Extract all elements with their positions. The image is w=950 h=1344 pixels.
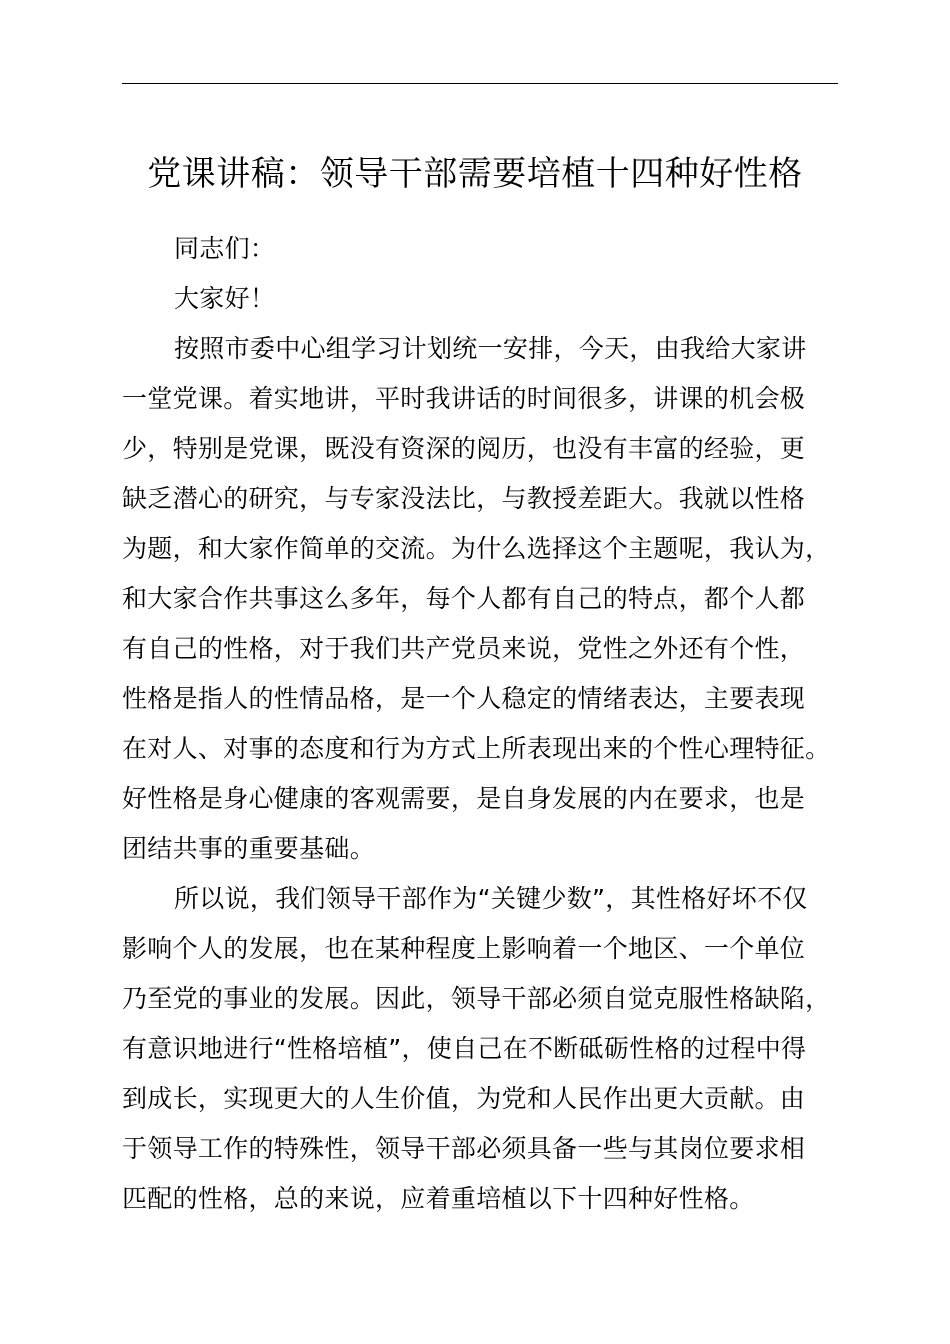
paragraph-line: 有意识地进行“性格培植”，使自己在不断砥砺性格的过程中得 xyxy=(122,1034,807,1063)
paragraph-line: 缺乏潜心的研究，与专家没法比，与教授差距大。我就以性格 xyxy=(122,484,806,513)
paragraph-line: 乃至党的事业的发展。因此，领导干部必须自觉克服性格缺陷， xyxy=(122,984,831,1013)
paragraph-line: 影响个人的发展，也在某种程度上影响着一个地区、一个单位 xyxy=(122,934,806,963)
paragraph-line: 团结共事的重要基础。 xyxy=(122,834,376,863)
paragraph-line: 好性格是身心健康的客观需要，是自身发展的内在要求，也是 xyxy=(122,784,806,813)
paragraph-line: 按照市委中心组学习计划统一安排，今天，由我给大家讲 xyxy=(174,334,807,363)
paragraph-line: 所以说，我们领导干部作为“关键少数”，其性格好坏不仅 xyxy=(174,884,808,913)
paragraph-line: 少，特别是党课，既没有资深的阅历，也没有丰富的经验，更 xyxy=(122,434,806,463)
paragraph-line: 为题，和大家作简单的交流。为什么选择这个主题呢，我认为， xyxy=(122,534,831,563)
paragraph-line: 于领导工作的特殊性，领导干部必须具备一些与其岗位要求相 xyxy=(122,1134,806,1163)
paragraph-line: 一堂党课。着实地讲，平时我讲话的时间很多，讲课的机会极 xyxy=(122,384,806,413)
greeting-block xyxy=(122,274,862,324)
paragraph-1 xyxy=(122,324,862,874)
salutation-block xyxy=(122,224,862,274)
paragraph-line: 在对人、对事的态度和行为方式上所表现出来的个性心理特征。 xyxy=(122,734,831,763)
paragraph-line: 到成长，实现更大的人生价值，为党和人民作出更大贡献。由 xyxy=(122,1084,806,1113)
paragraph-line: 和大家合作共事这么多年，每个人都有自己的特点，都个人都 xyxy=(122,584,806,613)
salutation: 同志们： xyxy=(174,234,276,263)
header-rule xyxy=(122,83,838,84)
paragraph-line: 匹配的性格，总的来说，应着重培植以下十四种好性格。 xyxy=(122,1184,755,1213)
greeting: 大家好！ xyxy=(174,284,276,313)
paragraph-line: 有自己的性格，对于我们共产党员来说，党性之外还有个性， xyxy=(122,634,806,663)
paragraph-2 xyxy=(122,874,862,1224)
page-title: 党课讲稿：领导干部需要培植十四种好性格 xyxy=(147,154,803,194)
paragraph-line: 性格是指人的性情品格，是一个人稳定的情绪表达，主要表现 xyxy=(122,684,806,713)
